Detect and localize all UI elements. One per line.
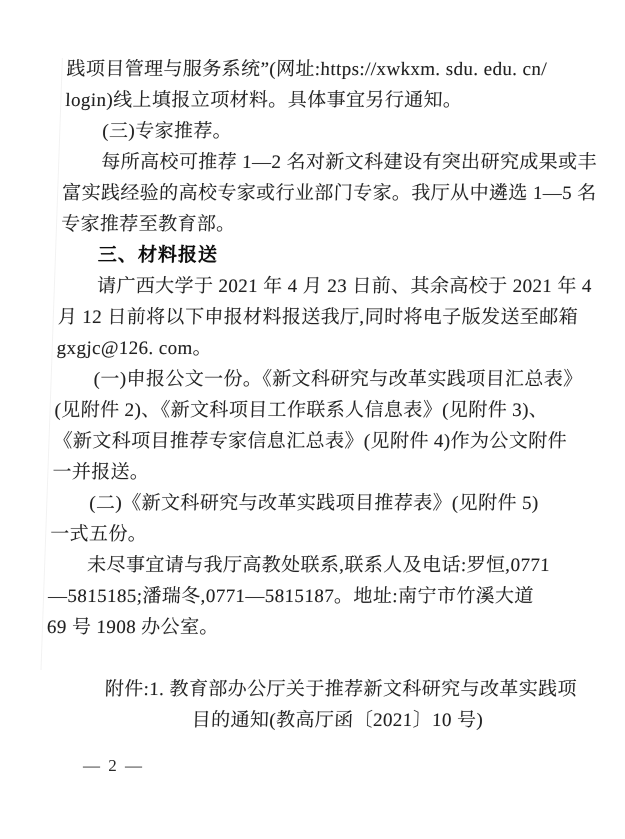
- body-line: 《新文科项目推荐专家信息汇总表》(见附件 4)作为公文附件: [53, 431, 568, 452]
- body-line: 请广西大学于 2021 年 4 月 23 日前、其余高校于 2021 年 4: [96, 276, 593, 297]
- address-line: 69 号 1908 办公室。: [46, 617, 220, 638]
- body-line: 一并报送。: [52, 462, 150, 483]
- body-line: 一式五份。: [49, 524, 148, 545]
- body-line-email: gxgjc@126. com。: [56, 338, 213, 359]
- body-line-url: 践项目管理与服务系统”(网址:https://xwkxm. sdu. edu. cn/: [66, 59, 548, 80]
- body-line: (见附件 2)、《新文科项目工作联系人信息表》(见附件 3)、: [54, 400, 549, 421]
- body-line: 专家推荐至教育部。: [60, 214, 237, 235]
- blank-line: [45, 643, 581, 674]
- page-number: — 2 —: [83, 756, 144, 775]
- body-line: login)线上填报立项材料。具体事宜另行通知。: [65, 90, 463, 111]
- item-two-line: (二)《新文科研究与改革实践项目推荐表》(见附件 5): [88, 493, 540, 514]
- attachment-list-line-1: 附件:1. 教育部办公厅关于推荐新文科研究与改革实践项: [104, 679, 578, 700]
- item-one-line: (一)申报公文一份。《新文科研究与改革实践项目汇总表》: [93, 369, 583, 390]
- section-heading-materials-submission: 三、材料报送: [97, 245, 219, 266]
- subsection-expert-recommendation: (三)专家推荐。: [101, 121, 233, 142]
- body-line: 每所高校可推荐 1—2 名对新文科建设有突出研究成果或丰: [100, 152, 598, 173]
- contact-line: 未尽事宜请与我厅高教处联系,联系人及电话:罗恒,0771: [86, 555, 551, 576]
- body-line: 月 12 日前将以下申报材料报送我厅,同时将电子版发送至邮箱: [57, 307, 579, 328]
- document-body: [43, 54, 601, 736]
- contact-line: —5815185;潘瑞冬,0771—5815187。地址:南宁市竹溪大道: [47, 586, 535, 607]
- body-line: 富实践经验的高校专家或行业部门专家。我厅从中遴选 1—5 名: [61, 183, 598, 204]
- attachment-list-line-2: 目的通知(教高厅函〔2021〕10 号): [191, 710, 484, 731]
